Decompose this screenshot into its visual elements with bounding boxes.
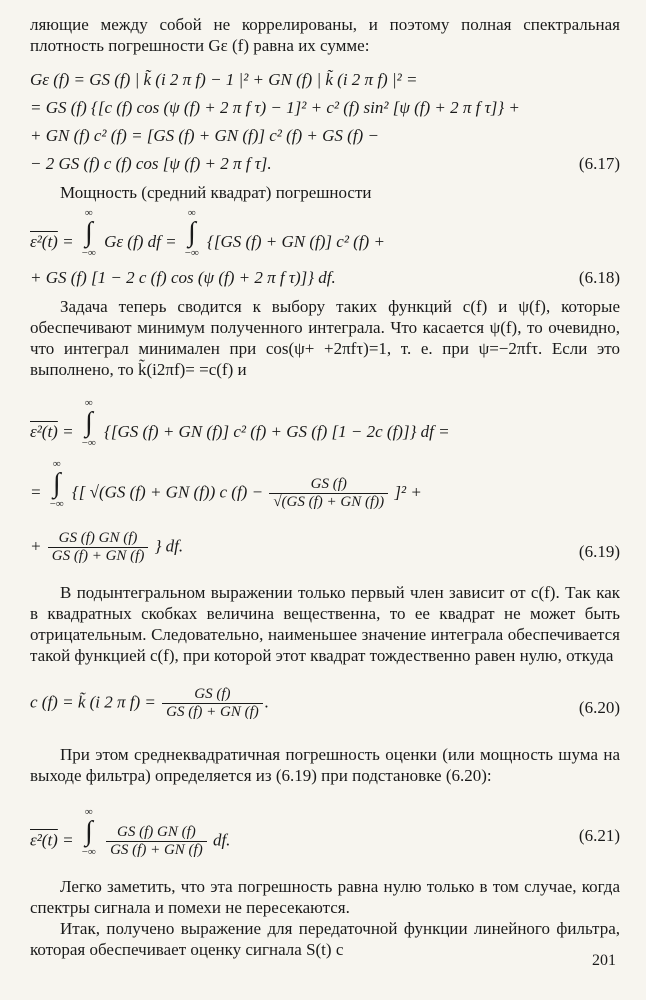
- lower-limit: −∞: [81, 845, 96, 858]
- upper-limit: ∞: [84, 397, 93, 409]
- lower-limit: −∞: [49, 497, 64, 510]
- lower-limit: −∞: [81, 437, 96, 449]
- paragraph-zero-error: Легко заметить, что эта погрешность равна нулю только в том случае, когда спектры сигнала и помехи не пересекаются.: [30, 877, 620, 917]
- integrand: Gε (f) df =: [104, 231, 181, 251]
- mean-square-error-symbol: ε²(t): [30, 421, 58, 441]
- integral-glyph: ∫: [52, 467, 61, 499]
- equation-text: c (f) = k̃ (i 2 π f) =: [30, 692, 161, 712]
- integrand-part: ]² +: [394, 482, 422, 502]
- integral-glyph: ∫: [84, 815, 93, 847]
- equation-number-6-18: (6.18): [578, 268, 620, 287]
- integral-sign: [78, 206, 100, 260]
- paragraph-power: Мощность (средний квадрат) погрешности: [60, 183, 372, 202]
- fraction: [106, 824, 207, 859]
- equation-6-17-line-1: [30, 70, 620, 94]
- paragraph-integrand: В подынтегральном выражении только первый член зависит от c(f). Так как в квадратных скобках величина вещественна, то ее квадрат не может быть отрицательным. Следовательно, наименьшее значение интеграла обеспечивается такой функцией c(f), при которой этот квадрат тождественно равен нулю, откуда: [30, 583, 620, 665]
- integral-sign: [78, 396, 100, 450]
- paragraph-substitution: При этом среднеквадратичная погрешность оценки (или мощность шума на выходе фильтра) определяется из (6.19) при подстановке (6.20):: [30, 745, 620, 785]
- upper-limit: ∞: [84, 805, 93, 818]
- denominator: GS (f) + GN (f): [48, 547, 149, 565]
- equation-6-19-line-2: [30, 457, 620, 522]
- equation-6-19-line-1: [30, 397, 620, 458]
- upper-limit: ∞: [52, 457, 61, 470]
- equation-number-6-19: (6.19): [578, 542, 620, 561]
- upper-limit: ∞: [187, 207, 196, 219]
- integrand: {[GS (f) + GN (f)] c² (f) + GS (f) [1 − 2c (f)]} df =: [104, 421, 450, 441]
- equation-text: − 2 GS (f) c (f) cos [ψ (f) + 2 π f τ].: [30, 154, 272, 173]
- equals-sign: =: [62, 231, 78, 251]
- fraction: [162, 686, 263, 721]
- paragraph-intro: ляющие между собой не коррелированы, и поэтому полная спектральная плотность погрешности Gε (f) равна их сумме:: [30, 15, 620, 55]
- equals-sign: =: [30, 482, 46, 502]
- equation-text: + GN (f) c² (f) = [GS (f) + GN (f)] c² (f) + GS (f) −: [30, 126, 379, 145]
- equation-6-17-line-2: [30, 98, 620, 122]
- equation-6-18-line-2: [30, 268, 620, 292]
- equation-6-19-line-3: [30, 528, 620, 576]
- equation-6-18-line-1: [30, 207, 620, 266]
- equation-text: = GS (f) {[c (f) cos (ψ (f) + 2 π f τ) − 1]² + c² (f) sin² [ψ (f) + 2 π f τ]} +: [30, 98, 520, 117]
- denominator: √(GS (f) + GN (f)): [269, 493, 388, 511]
- integral-glyph: ∫: [187, 217, 196, 248]
- page-number: 201: [592, 952, 616, 969]
- numerator: GS (f) GN (f): [117, 824, 196, 840]
- denominator: GS (f) + GN (f): [106, 841, 207, 859]
- equation-6-20: c (f) = k̃ (i 2 π f) = $\frac{GS (f)}{GS (f) + GN (f)}$ . (6.20): [30, 686, 620, 720]
- lower-limit: −∞: [184, 247, 199, 259]
- integrand: {[GS (f) + GN (f)] c² (f) +: [207, 231, 385, 251]
- equation-number-6-20: (6.20): [578, 698, 620, 717]
- plus-sign: +: [30, 536, 46, 556]
- numerator: GS (f) GN (f): [58, 530, 138, 546]
- equals-sign: =: [62, 830, 78, 850]
- equals-sign: =: [62, 421, 78, 441]
- integral-sign: [78, 805, 100, 859]
- mean-square-error-symbol: ε²(t): [30, 231, 58, 251]
- equation-6-17-line-4: [30, 154, 620, 178]
- numerator: GS (f): [310, 476, 347, 492]
- lower-limit: −∞: [81, 247, 96, 259]
- paragraph-conclusion: Итак, получено выражение для передаточной функции линейного фильтра, которая обеспечивает оценку сигнала S(t) с: [30, 919, 620, 959]
- integral-sign: [181, 206, 203, 260]
- paragraph-task: Задача теперь сводится к выбору таких функций c(f) и ψ(f), которые обеспечивают минимум полученного интеграла. Что касается ψ(f), то очевидно, что интеграл минимален при cos(ψ+ +2πfτ)=1, т. е. при ψ=−2πfτ. Если это выполнено, то k̃(i2πf)= =c(f) и: [30, 297, 620, 379]
- integral-glyph: ∫: [84, 217, 93, 248]
- integrand-part: } df.: [154, 536, 184, 556]
- equation-number-6-17: (6.17): [578, 154, 620, 173]
- equation-number-6-21: (6.21): [578, 826, 620, 845]
- equation-6-17-line-3: [30, 126, 620, 150]
- equation-text: Gε (f) = GS (f) | k̃ (i 2 π f) − 1 |² + GN (f) | k̃ (i 2 π f) |² =: [30, 70, 418, 89]
- integral-sign: [46, 457, 68, 511]
- denominator: GS (f) + GN (f): [162, 703, 263, 721]
- integral-glyph: ∫: [84, 407, 93, 438]
- mean-square-error-symbol: ε²(t): [30, 830, 58, 850]
- equation-6-21: [30, 805, 620, 870]
- integrand-part: df.: [212, 830, 231, 850]
- numerator: GS (f): [194, 686, 231, 702]
- equation-text: + GS (f) [1 − 2 c (f) cos (ψ (f) + 2 π f τ)]} df.: [30, 268, 336, 287]
- upper-limit: ∞: [84, 207, 93, 219]
- fraction: [48, 530, 149, 565]
- fraction: [269, 476, 388, 511]
- integrand-part: {[ √(GS (f) + GN (f)) c (f) −: [71, 482, 268, 502]
